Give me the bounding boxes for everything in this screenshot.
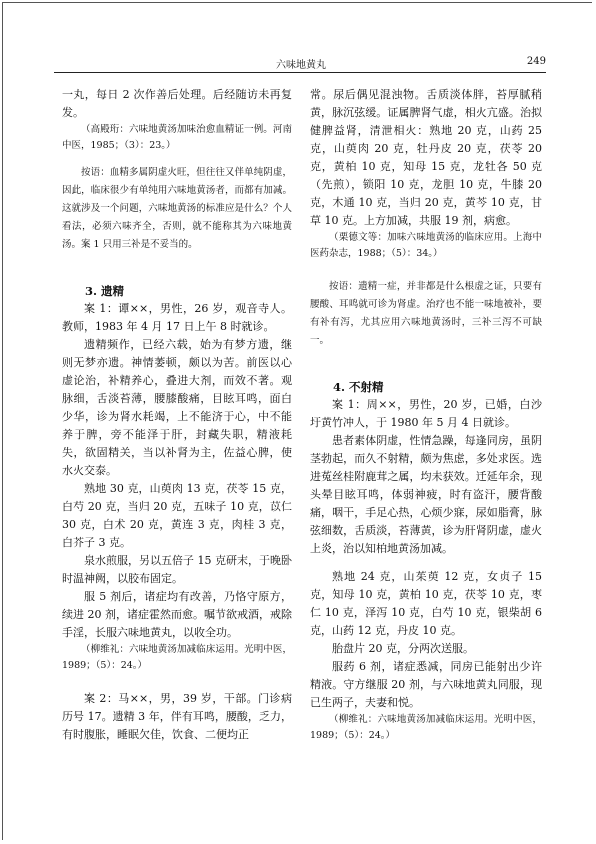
right-column (310, 86, 542, 744)
prescription: 熟地 30 克，山萸肉 13 克，茯苓 15 克，白芍 20 克，当归 20 克，五味子 10 克，苡仁 30 克，白术 20 克，黄连 3 克，肉桂 3 克，白芥子 3 克。 (62, 482, 292, 549)
prescription-usage: 泉水煎服，另以五倍子 15 克研末，于晚卧时温神阙，以胶布固定。 (62, 554, 292, 585)
case-body: 遗精频作，已经六载，始为有梦方遗，继则无梦亦遗。神情萎顿，颇以为苦。前医以心虚论治，补精养心，叠进大剂，而效不著。观脉细，舌淡苔薄，腰膝酸痛，目眩耳鸣，面白少华，诊为肾水耗竭，上不能济于心，中不能养于脾，旁不能泽于肝，封藏失职，精液耗失，欲固精关，当以补肾为主，佐益心脾，使水火交泰。 (62, 338, 292, 477)
page-border-top (2, 2, 592, 3)
running-title: 六味地黄丸 (276, 60, 326, 71)
citation: （高殿珩：六味地黄汤加味治愈血精证一例。河南中医，1985；（3）：23。） (62, 124, 292, 151)
citation: （柳维礼：六味地黄汤加减临床运用。光明中医，1989；（5）：24。） (310, 714, 542, 741)
paragraph: 常。尿后偶见混浊物。舌质淡体胖，苔厚腻稍黄，脉沉弦缓。证属脾肾气虚，相火亢盛。治拟健脾益肾，清泄相火：熟地 20 克，山药 25 克，山萸肉 20 克，牡丹皮 20 克，茯苓 20 克，黄柏 10 克，知母 15 克，龙牡各 50 克（先煎），锁阳 10 克，龙胆 10 克，牛膝 20 克，木通 10 克，当归 20 克，黄芩 10 克，甘草 10 克。上方加减，共服 19 剂，病愈。 (310, 88, 542, 227)
case-intro: 案 1：谭××，男性，26 岁，观音寺人。教师，1983 年 4 月 17 日上午 8 时就诊。 (62, 302, 292, 333)
case-result: 服 5 剂后，诸症均有改善，乃恪守原方，续进 20 剂，诸症霍然而愈。嘱节欲戒酒，戒除手淫，长服六味地黄丸，以收全功。 (62, 590, 292, 639)
citation: （栗德文等：加味六味地黄汤的临床应用。上海中医药杂志，1988；（5）：34。） (310, 232, 542, 259)
left-column (62, 86, 292, 744)
commentary-note: 按语：遗精一症，并非都是什么根虚之证，只要有腰酸、耳鸣就可诊为肾虚。治疗也不能一味地被补，要有补有泻，尤其应用六味地黄汤时，三补三泻不可缺一。 (310, 281, 542, 346)
page-number: 249 (526, 56, 546, 67)
case-intro: 案 2：马××，男，39 岁，干部。门诊病历号 17。遗精 3 年，伴有耳鸣，腰酸，乏力，有时腹胀，睡眠欠佳，饮食、二便均正 (62, 692, 292, 741)
section-heading: 3. 遗精 (85, 284, 125, 298)
citation: （柳维礼：六味地黄汤加减临床运用。光明中医，1989；（5）：24。） (62, 644, 292, 671)
running-header (54, 56, 546, 73)
commentary-note: 按语：血精多属阴虚火旺，但往往又伴单纯阴虚，因此，临床很少有单纯用六味地黄汤者，而都有加减。这就涉及一个问题，六味地黄汤的标准应是什么？个人看法，必须六味齐全，否则，就不能称其为六味地黄汤。案 1 只用三补是不妥当的。 (62, 167, 292, 250)
prescription-usage: 胎盘片 20 克，分两次送服。 (332, 642, 474, 655)
section-heading: 4. 不射精 (333, 380, 384, 394)
prescription: 熟地 24 克，山茱萸 12 克，女贞子 15 克，知母 10 克，黄柏 10 克，茯苓 10 克，枣仁 10 克，泽泻 10 克，白芍 10 克，银柴胡 6 克，山药 12 克，丹皮 10 克。 (310, 570, 542, 637)
page-border-left (2, 2, 3, 840)
case-result: 服药 6 剂，诸症悉减，同房已能射出少许精液。守方继服 20 剂，与六味地黄丸同服，现已生两子，夫妻和悦。 (310, 660, 542, 709)
paragraph: 一丸，每日 2 次作善后处理。后经随访未再复发。 (62, 88, 292, 119)
case-intro: 案 1：周××，男性，20 岁，已婚，白沙圩黄竹冲人，于 1980 年 5 月 4 日就诊。 (310, 398, 542, 429)
case-body: 患者素体阴虚，性情急躁，每逢同房，虽阴茎勃起，而久不射精，颇为焦虑，多处求医。选进菟丝桂附鹿茸之属，均未获效。迁延年余，现头晕目眩耳鸣，体弱神疲，时有盗汗，腰背酸痛，咽干，手足心热，心烦少寐，尿如脂膏，脉弦细数，舌质淡，苔薄黄，诊为肝肾阴虚，虚火上炎，治以知柏地黄汤加减。 (310, 434, 542, 555)
